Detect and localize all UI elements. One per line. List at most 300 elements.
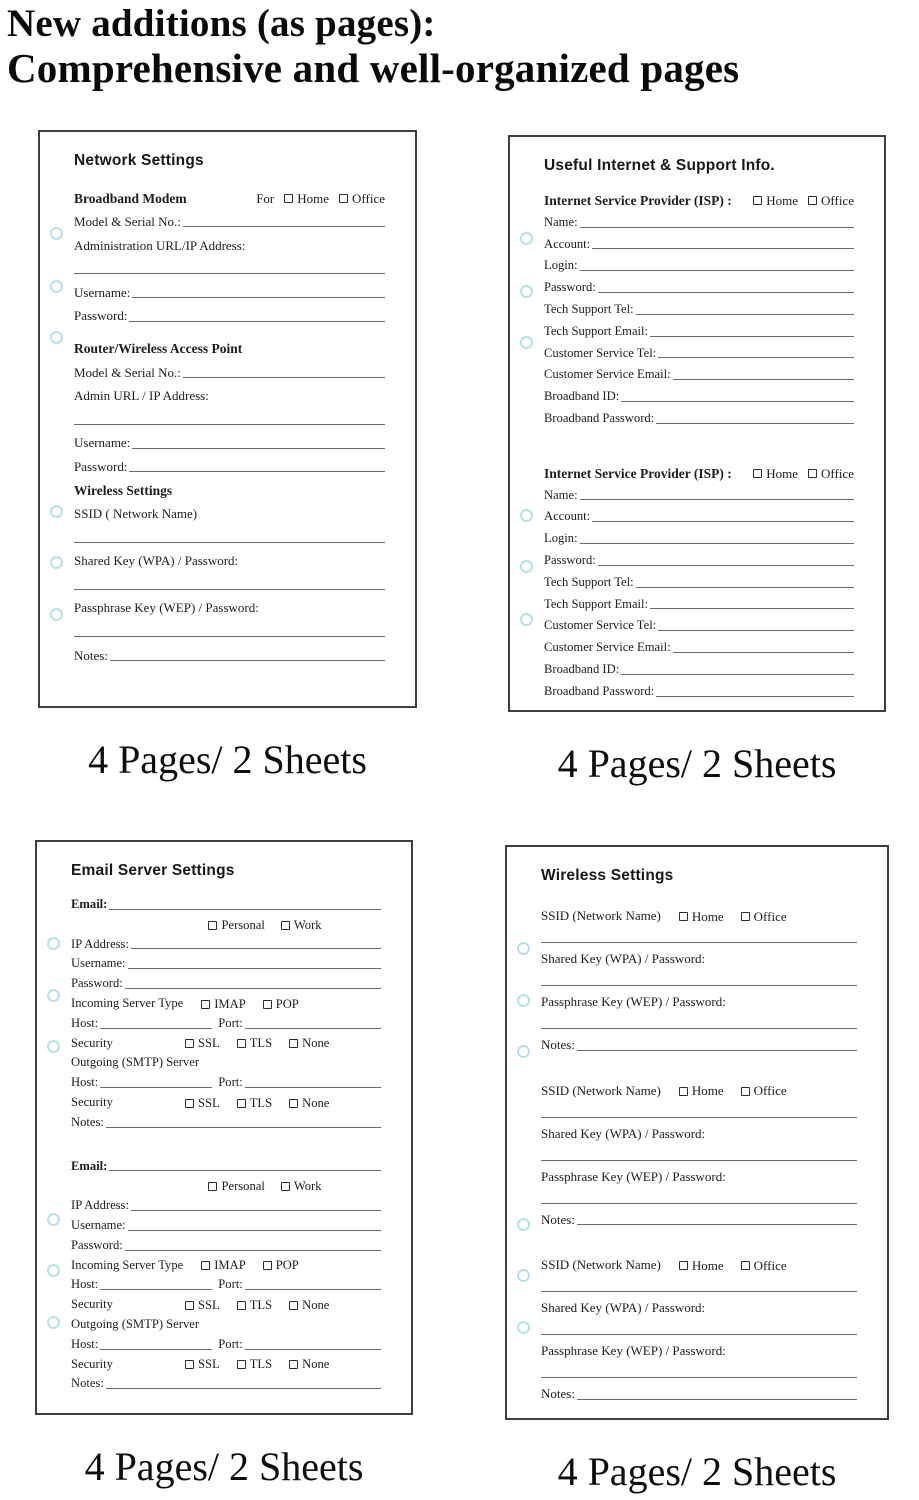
line-blank [541,1142,857,1164]
checkbox-option-office [808,466,854,482]
checkbox-option-home [679,1083,724,1099]
field-label-port: Port: [218,1277,243,1292]
checkbox-ssl-icon [185,1360,194,1369]
line-blank [541,925,857,947]
field-label-tech-support-email: Tech Support Email: [544,596,649,611]
sheet-wireless-settings [505,845,889,1495]
checkbox-label-office: Office [821,192,854,208]
checkbox-label-tls: TLS [249,1095,273,1110]
line-blank [541,1185,857,1207]
checkbox-option-home [679,1258,724,1274]
checkbox-home-icon [753,196,762,205]
checkbox-label-tls: TLS [249,1357,273,1372]
section-heading-internet-service-provider-isp: Internet Service Provider (ISP) : [544,465,732,481]
image-headline [7,1,739,91]
checkbox-label-home: Home [691,908,724,924]
field-label-tech-support-email: Tech Support Email: [544,323,649,338]
write-in-line [577,1399,857,1400]
write-in-line [128,968,381,969]
checkbox-home-icon [679,1261,688,1270]
punch-hole-icon [47,1213,60,1226]
write-in-line [109,909,381,910]
write-in-line [541,1377,857,1378]
form-rows-internet-support-info [544,187,854,700]
write-in-line [100,1028,212,1029]
checkbox-pop-icon [263,1000,272,1009]
checkbox-home-icon [753,469,762,478]
write-in-line [245,1087,381,1088]
punch-hole-icon [520,613,533,626]
field-label-customer-service-tel: Customer Service Tel: [544,345,657,360]
caption-email-server-settings: 4 Pages/ 2 Sheets [84,1444,364,1489]
checksrow-security [71,1353,381,1373]
field-label-account: Account: [544,236,591,251]
checkbox-group [185,1036,329,1051]
line-blank [541,1274,857,1296]
punch-hole-icon [50,331,63,344]
write-in-line [109,1170,381,1171]
hostport-blank [71,1012,381,1032]
field-tech-support-tel [544,296,854,318]
field-label-notes: Notes: [541,1211,575,1227]
field-label-broadband-password: Broadband Password: [544,411,655,426]
checkbox-option-none [289,1096,329,1111]
write-in-line [100,1087,212,1088]
field-label-name: Name: [544,214,578,229]
field-label-ssid-network-name: SSID (Network Name) [541,908,661,924]
write-in-line [580,270,854,271]
field-label-security: Security [71,1297,113,1312]
checkbox-office-icon [808,469,817,478]
field-label-shared-key-wpa-password: Shared Key (WPA) / Password: [541,1300,706,1316]
line-blank [74,254,385,278]
field-customer-service-tel [544,340,854,362]
checkbox-ssl-icon [185,1099,194,1108]
checkbox-home-icon [284,194,293,203]
write-in-line [183,377,385,378]
field-notes [71,1111,381,1131]
checksrow-ssid-network-name [541,1252,857,1274]
field-label-username: Username: [74,435,131,451]
sheet-email-server-settings [35,840,413,1490]
checkbox-option-office [808,193,854,209]
field-tech-support-tel [544,569,854,591]
usage-checkbox-group [256,191,385,207]
punch-hole-icon [517,1269,530,1282]
field-notes [541,1381,857,1403]
field-model-serial-no [74,357,385,381]
checkbox-option-ssl [185,1357,220,1372]
headline-line-2: Comprehensive and well-organized pages [7,45,740,91]
checksrow-ssid-network-name [541,903,857,925]
field-label-notes: Notes: [71,1376,104,1391]
checkbox-label-ssl: SSL [198,1036,220,1051]
field-broadband-id [544,383,854,405]
field-label-customer-service-email: Customer Service Email: [544,640,671,655]
write-in-line [74,424,385,425]
section-heading-wireless-settings: Wireless Settings [74,482,173,498]
write-in-line [592,521,854,522]
checkbox-label-none: None [302,1095,330,1110]
checkbox-tls-icon [237,1099,246,1108]
spacer [71,1131,381,1155]
field-label-port: Port: [218,1075,243,1090]
label-shared-key-wpa-password [74,546,385,570]
hostport-blank [71,1071,381,1091]
line-blank [541,1099,857,1121]
punch-hole-icon [47,989,60,1002]
field-ip-address [71,933,381,953]
write-in-line [106,1388,381,1389]
write-in-line [129,471,385,472]
field-label-notes: Notes: [541,1037,575,1053]
checkbox-pop-icon [263,1261,272,1270]
write-in-line [74,542,385,543]
field-label-name: Name: [544,487,578,502]
checkbox-option-work [281,1179,322,1194]
write-in-line [74,589,385,590]
write-in-line [74,636,385,637]
checkbox-group [679,1258,787,1274]
field-label-email: Email: [71,1158,108,1173]
checkbox-personal-icon [208,921,217,930]
field-label-host: Host: [71,1015,99,1030]
field-label-broadband-id: Broadband ID: [544,389,620,404]
field-password [544,274,854,296]
checkbox-office-icon [741,1087,750,1096]
spacer [544,427,854,460]
checkbox-group [185,1298,329,1313]
write-in-line [541,1117,857,1118]
checkbox-option-imap [201,1258,246,1273]
heading-broadband-modem [74,183,385,207]
field-username [71,952,381,972]
punch-hole-icon [517,1218,530,1231]
write-in-line [658,630,854,631]
field-notes [541,1032,857,1054]
checkbox-office-icon [741,912,750,921]
checkbox-option-personal [208,918,264,933]
hostport-blank [71,1333,381,1353]
form-rows-wireless-settings [541,903,857,1403]
spacer [541,1054,857,1078]
checkbox-option-tls [237,1036,272,1051]
write-in-line [245,1289,381,1290]
field-label-password: Password: [544,280,596,295]
caption-internet-support-info: 4 Pages/ 2 Sheets [557,741,837,786]
page-network-settings [38,130,417,708]
field-label-admin-url-ip-address: Admin URL / IP Address: [74,388,209,404]
label-passphrase-key-wep-password [74,593,385,617]
field-label-password: Password: [74,458,128,474]
field-label-broadband-password: Broadband Password: [544,683,655,698]
label-admin-url-ip-address [74,381,385,405]
write-in-line [125,988,381,989]
field-label-security: Security [71,1095,113,1110]
field-label-host: Host: [71,1336,99,1351]
field-notes [541,1207,857,1229]
field-password [74,301,385,325]
checkbox-home-icon [679,1087,688,1096]
heading-internet-service-provider-isp [544,460,854,482]
checkbox-group [679,909,787,925]
write-in-line [129,321,385,322]
field-name [544,209,854,231]
label-passphrase-key-wep-password [541,989,857,1011]
page-title-internet-support-info: Useful Internet & Support Info. [544,157,775,174]
write-in-line [658,357,854,358]
usage-checkbox-group [753,466,854,482]
field-customer-service-tel [544,612,854,634]
punch-hole-icon [517,1321,530,1334]
write-in-line [541,1334,857,1335]
checkbox-option-home [679,909,724,925]
write-in-line [245,1349,381,1350]
field-label-security: Security [71,1035,113,1050]
field-username [74,428,385,452]
field-label-outgoing-smtp-server: Outgoing (SMTP) Server [71,1317,200,1331]
checksrow-ssid-network-name [541,1078,857,1100]
checkbox-label-personal: Personal [221,917,265,932]
checkbox-option-ssl [185,1036,220,1051]
field-label-passphrase-key-wep-password: Passphrase Key (WEP) / Password: [541,994,726,1010]
write-in-line [598,565,854,566]
write-in-line [636,587,854,588]
form-rows-email-server-settings [71,893,381,1392]
write-in-line [673,379,854,380]
checkbox-label-tls: TLS [249,1036,273,1051]
field-ip-address [71,1194,381,1214]
field-label-password: Password: [71,976,123,991]
checkbox-option-none [289,1036,329,1051]
field-label-username: Username: [71,956,126,971]
punch-hole-icon [47,1316,60,1329]
checkbox-ssl-icon [185,1039,194,1048]
page-title-email-server-settings: Email Server Settings [71,862,235,879]
checkbox-office-icon [808,196,817,205]
checksrow-incoming-server-type [71,992,381,1012]
heading-wireless-settings [74,475,385,499]
write-in-line [650,608,854,609]
headline-line-1: New additions (as pages): [7,2,436,45]
punch-hole-icon [50,556,63,569]
punch-hole-icon [50,608,63,621]
page-title-wireless-settings: Wireless Settings [541,867,674,884]
field-customer-service-email [544,634,854,656]
line-blank [74,617,385,641]
punch-hole-icon [517,994,530,1007]
punch-hole-icon [520,232,533,245]
spacer [541,1228,857,1252]
field-label-security: Security [71,1356,113,1371]
field-label-port: Port: [218,1015,243,1030]
form-rows-network-settings [74,183,385,664]
line-blank [74,522,385,546]
checkbox-tls-icon [237,1360,246,1369]
field-notes [74,640,385,664]
field-label-ssid-network-name: SSID ( Network Name) [74,506,198,522]
write-in-line [541,1291,857,1292]
field-label-customer-service-tel: Customer Service Tel: [544,618,657,633]
section-heading-internet-service-provider-isp: Internet Service Provider (ISP) : [544,192,732,208]
label-ssid-network-name [74,499,385,523]
checks-blank [71,1174,381,1194]
write-in-line [100,1349,212,1350]
section-heading-router-wireless-access-point: Router/Wireless Access Point [74,341,243,357]
checkbox-office-icon [339,194,348,203]
field-login [544,525,854,547]
checkbox-label-pop: POP [275,1258,299,1273]
field-label-username: Username: [74,284,131,300]
checkbox-option-none [289,1357,329,1372]
punch-hole-icon [47,937,60,950]
page-title-network-settings: Network Settings [74,152,204,169]
checkbox-label-imap: IMAP [214,996,246,1011]
write-in-line [621,674,854,675]
checksrow-security [71,1091,381,1111]
label-shared-key-wpa-password [541,1295,857,1317]
field-label-customer-service-email: Customer Service Email: [544,367,671,382]
punch-hole-icon [50,280,63,293]
field-email [71,1155,381,1175]
checkbox-option-office [339,191,385,207]
line-blank [541,1317,857,1339]
checksrow-security [71,1293,381,1313]
label-passphrase-key-wep-password [541,1338,857,1360]
checkbox-imap-icon [201,1000,210,1009]
field-label-login: Login: [544,531,578,546]
field-username [71,1214,381,1234]
write-in-line [541,1028,857,1029]
checkbox-label-none: None [302,1036,330,1051]
punch-hole-icon [520,560,533,573]
write-in-line [577,1050,857,1051]
field-password [74,452,385,476]
page-email-server-settings [35,840,413,1415]
field-label-port: Port: [218,1336,243,1351]
checkbox-option-ssl [185,1298,220,1313]
checkbox-option-home [284,191,329,207]
write-in-line [656,696,854,697]
checkbox-label-ssl: SSL [198,1357,220,1372]
checkbox-label-pop: POP [275,996,299,1011]
punch-hole-icon [50,505,63,518]
checkbox-none-icon [289,1360,298,1369]
field-notes [71,1372,381,1392]
field-login [544,252,854,274]
checkbox-ssl-icon [185,1301,194,1310]
heading-router-wireless-access-point [74,334,385,358]
hostport-blank [71,1273,381,1293]
checkbox-label-none: None [302,1357,330,1372]
field-label-incoming-server-type: Incoming Server Type [71,1257,184,1272]
write-in-line [636,314,854,315]
checkbox-group [185,1096,329,1111]
write-in-line [541,985,857,986]
checkbox-label-work: Work [293,917,322,932]
field-label-host: Host: [71,1277,99,1292]
caption-wireless-settings: 4 Pages/ 2 Sheets [557,1449,837,1494]
checkbox-none-icon [289,1099,298,1108]
punch-hole-icon [517,1045,530,1058]
page-wireless-settings [505,845,889,1420]
checkbox-personal-icon [208,1182,217,1191]
field-password [71,972,381,992]
field-label-tech-support-tel: Tech Support Tel: [544,302,634,317]
checkbox-label-imap: IMAP [214,1258,246,1273]
field-label-notes: Notes: [541,1386,575,1402]
label-outgoing-smtp-server [71,1313,381,1333]
heading-internet-service-provider-isp [544,187,854,209]
label-outgoing-smtp-server [71,1051,381,1071]
checkbox-label-work: Work [293,1179,322,1194]
checksrow-incoming-server-type [71,1254,381,1274]
field-label-shared-key-wpa-password: Shared Key (WPA) / Password: [541,1125,706,1141]
field-customer-service-email [544,361,854,383]
checkbox-label-home: Home [766,192,799,208]
field-broadband-password [544,678,854,700]
field-label-shared-key-wpa-password: Shared Key (WPA) / Password: [541,951,706,967]
write-in-line [673,652,854,653]
field-label-login: Login: [544,258,578,273]
write-in-line [125,1250,381,1251]
checkbox-label-office: Office [753,908,787,924]
line-blank [541,1011,857,1033]
write-in-line [110,660,385,661]
checkbox-option-personal [208,1179,264,1194]
write-in-line [592,248,854,249]
field-label-incoming-server-type: Incoming Server Type [71,996,184,1011]
checkbox-option-tls [237,1096,272,1111]
field-password [71,1234,381,1254]
field-name [544,482,854,504]
page-internet-support-info [508,135,886,712]
checkbox-group [679,1083,787,1099]
field-label-tech-support-tel: Tech Support Tel: [544,574,634,589]
write-in-line [245,1028,381,1029]
checkbox-home-icon [679,912,688,921]
write-in-line [132,297,385,298]
checkbox-label-home: Home [766,465,799,481]
field-tech-support-email [544,591,854,613]
field-label-model-serial-no: Model & Serial No.: [74,213,181,229]
checkbox-none-icon [289,1301,298,1310]
checkbox-option-pop [263,997,299,1012]
field-label-account: Account: [544,509,591,524]
field-label-ip-address: IP Address: [71,1198,129,1213]
checkbox-option-tls [237,1357,272,1372]
checkbox-label-office: Office [352,190,385,206]
checkbox-option-home [753,466,798,482]
checkbox-option-work [281,918,322,933]
write-in-line [100,1289,212,1290]
field-label-passphrase-key-wep-password: Passphrase Key (WEP) / Password: [74,600,259,616]
checkbox-label-none: None [302,1297,330,1312]
checkbox-tls-icon [237,1301,246,1310]
checkbox-group-prefix: For [256,190,275,206]
write-in-line [580,543,854,544]
field-label-password: Password: [71,1237,123,1252]
checkbox-group [201,1258,299,1273]
caption-network-settings: 4 Pages/ 2 Sheets [88,737,367,782]
field-label-administration-url-ip-address: Administration URL/IP Address: [74,237,246,253]
line-blank [74,404,385,428]
checkbox-imap-icon [201,1261,210,1270]
write-in-line [650,336,854,337]
label-administration-url-ip-address [74,230,385,254]
sheet-network-settings [38,130,417,783]
write-in-line [541,942,857,943]
